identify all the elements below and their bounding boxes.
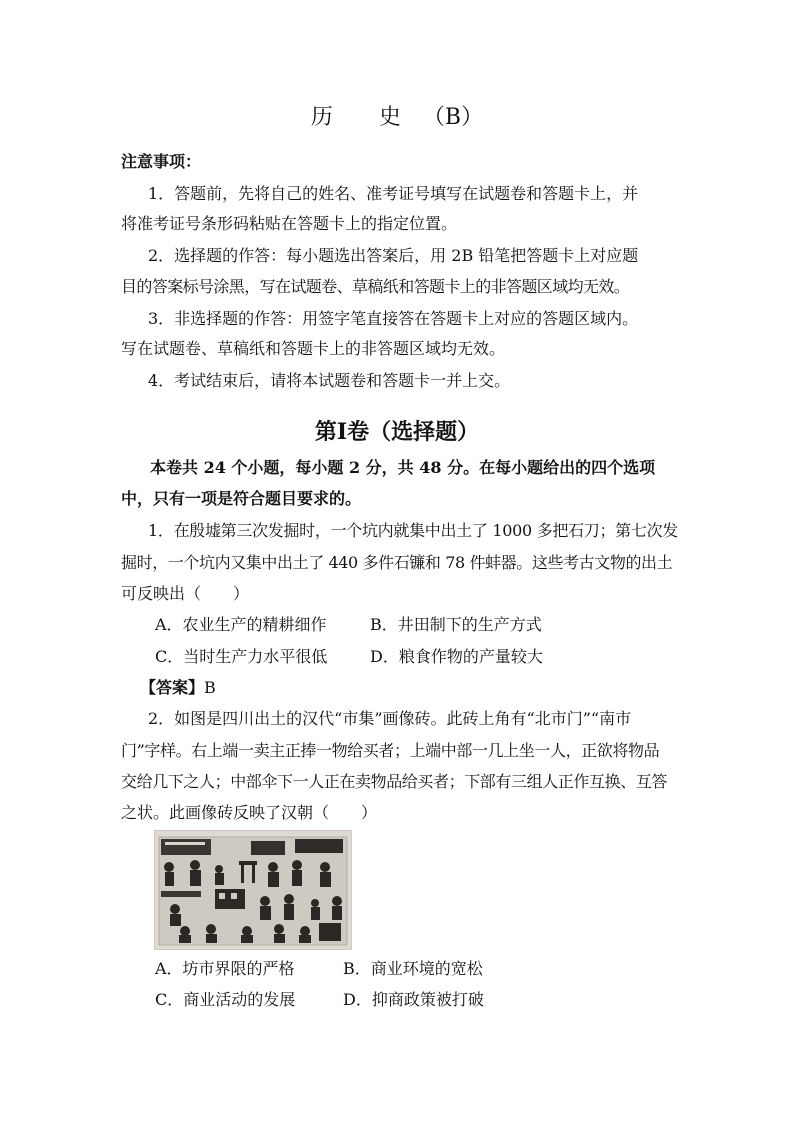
q2-stem-line-1: 2．如图是四川出土的汉代“市集”画像砖。此砖上角有“北市门”“南市 xyxy=(148,709,632,728)
relief-illustration xyxy=(155,831,351,949)
notice-heading: 注意事项： xyxy=(121,152,202,171)
notice-item-3-line-1: 3．非选择题的作答：用签字笔直接答在答题卡上对应的答题区域内。 xyxy=(148,309,639,328)
q2-option-d: D．抑商政策被打破 xyxy=(343,990,484,1009)
q1-stem-line-3: 可反映出（ ） xyxy=(121,584,250,603)
page-title xyxy=(0,104,794,132)
title-paper-label: （B） xyxy=(422,105,484,130)
q1-option-a: A．农业生产的精耕细作 xyxy=(155,615,327,634)
q2-option-c: C．商业活动的发展 xyxy=(155,990,296,1009)
q2-stem-line-4: 之状。此画像砖反映了汉朝（ ） xyxy=(121,803,378,822)
section-title: 第Ⅰ卷（选择题） xyxy=(314,419,480,445)
notice-item-2-line-2: 目的答案标号涂黑，写在试题卷、草稿纸和答题卡上的非答题区域均无效。 xyxy=(121,277,630,296)
q2-option-b: B．商业环境的宽松 xyxy=(343,959,483,978)
q2-stem-line-2: 门”字样。右上端一卖主正捧一物给买者；上端中部一几上坐一人，正欲将物品 xyxy=(121,741,660,760)
notice-item-3-line-2: 写在试题卷、草稿纸和答题卡上的非答题区域均无效。 xyxy=(121,339,506,358)
q1-stem-line-2: 掘时，一个坑内又集中出土了 440 多件石镰和 78 件蚌器。这些考古文物的出土 xyxy=(121,553,673,572)
q2-stem-line-3: 交给几下之人；中部伞下一人正在卖物品给买者；下部有三组人正作互换、互答 xyxy=(121,772,668,791)
notice-item-2-line-1: 2．选择题的作答：每小题选出答案后，用 2B 铅笔把答题卡上对应题 xyxy=(148,246,639,265)
q1-answer-label: 【答案】 xyxy=(140,678,205,697)
notice-item-4: 4．考试结束后，请将本试题卷和答题卡一并上交。 xyxy=(148,371,511,390)
notice-item-1-line-1: 1．答题前，先将自己的姓名、准考证号填写在试题卷和答题卡上，并 xyxy=(148,184,639,203)
title-char-1: 历 xyxy=(310,105,333,130)
section-instructions-line-2: 中，只有一项是符合题目要求的。 xyxy=(121,489,362,508)
title-char-2: 史 xyxy=(378,105,401,130)
section-instructions-line-1: 本卷共 24 个小题，每小题 2 分，共 48 分。在每小题给出的四个选项 xyxy=(150,458,656,477)
q1-answer xyxy=(140,678,216,698)
q1-option-d: D．粮食作物的产量较大 xyxy=(370,647,543,666)
q1-option-b: B．井田制下的生产方式 xyxy=(370,615,542,634)
q1-stem-line-1: 1．在殷墟第三次发掘时，一个坑内就集中出土了 1000 多把石刀；第七次发 xyxy=(148,521,678,540)
q1-answer-value: B xyxy=(204,678,216,697)
q1-option-c: C．当时生产力水平很低 xyxy=(155,647,328,666)
notice-item-1-line-2: 将准考证号条形码粘贴在答题卡上的指定位置。 xyxy=(121,214,458,233)
han-brick-relief-image xyxy=(154,830,352,950)
q2-option-a: A．坊市界限的严格 xyxy=(155,959,295,978)
